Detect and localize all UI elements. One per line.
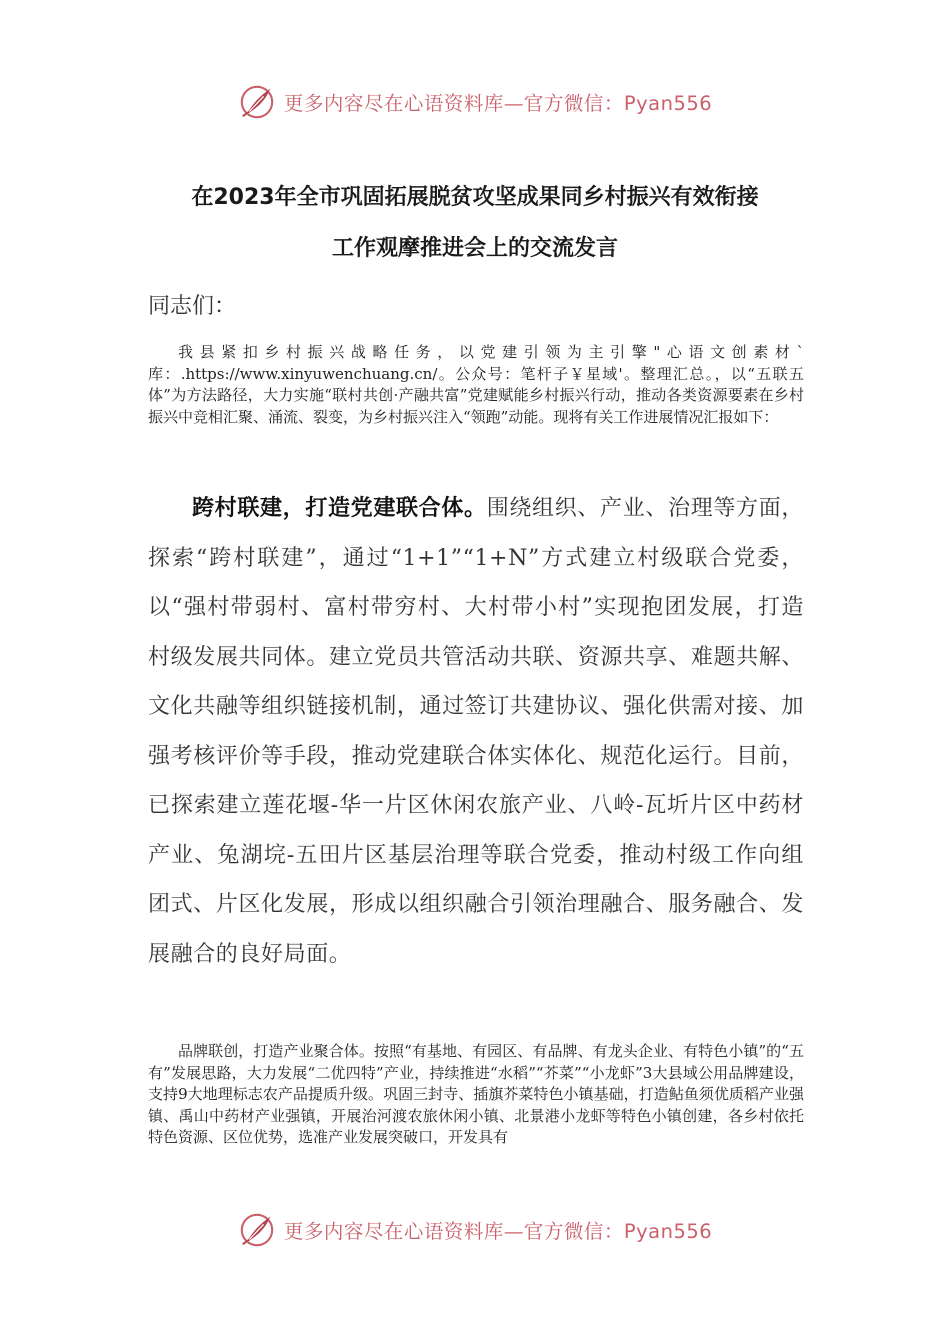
header-banner	[0, 80, 950, 124]
page-title-line-2: 工作观摩推进会上的交流发言	[331, 236, 618, 261]
quill-pen-logo-icon	[238, 1211, 276, 1249]
section-1-body: 围绕组织、产业、治理等方面，探索“跨村联建”，通过“1+1”“1+N”方式建立村级联合党委，以“强村带弱村、富村带穷村、大村带小村”实现抱团发展，打造村级发展共同体。建立党员共管活动共联、资源共享、难题共解、文化共融等组织链接机制，通过签订共建协议、强化供需对接、加强考核评价等手段，推动党建联合体实体化、规范化运行。目前，已探索建立莲花堰-华一片区休闲农旅产业、八岭-瓦圻片区中药材产业、兔湖垸-五田片区基层治理等联合党委，推动村级工作向组团式、片区化发展，形成以组织融合引领治理融合、服务融合、发展融合的良好局面。	[148, 496, 804, 967]
banner-text: 更多内容尽在心语资料库—官方微信：Pyan556	[283, 1220, 713, 1243]
quill-pen-logo-icon	[238, 83, 276, 121]
intro-paragraph: 我县紧扣乡村振兴战略任务，以党建引领为主引擎"心语文创素材`库：.https://www.xinyuwenchuang.cn/。公众号：笔杆子￥星域'。整理汇总。，以“五联五体”为方法路径，大力实施“联村共创·产融共富”党建赋能乡村振兴行动，推动各类资源要素在乡村振兴中竞相汇聚、涌流、裂变，为乡村振兴注入“领跑”动能。现将有关工作进展情况汇报如下：	[148, 343, 804, 426]
page-title-line-1: 在2023年全市巩固拓展脱贫攻坚成果同乡村振兴有效衔接	[191, 185, 759, 210]
wechat-id: Pyan556	[623, 92, 713, 115]
footer-banner	[0, 1208, 950, 1252]
banner-text: 更多内容尽在心语资料库—官方微信：Pyan556	[283, 92, 713, 115]
section-2-paragraph: 品牌联创，打造产业聚合体。按照“有基地、有园区、有品牌、有龙头企业、有特色小镇”的“五有”发展思路，大力发展“二优四特”产业，持续推进“水稻”“芥菜”“小龙虾”3大县域公用品牌建设，支持9大地理标志农产品提质升级。巩固三封寺、插旗芥菜特色小镇基础，打造鲇鱼须优质稻产业强镇、禹山中药材产业强镇，开展治河渡农旅休闲小镇、北景港小龙虾等特色小镇创建，各乡村依托特色资源、区位优势，选准产业发展突破口，开发具有	[148, 1042, 804, 1146]
salutation: 同志们：	[148, 294, 237, 319]
section-1-heading: 跨村联建，打造党建联合体。	[192, 495, 487, 521]
section-1-paragraph	[148, 484, 804, 979]
wechat-id: Pyan556	[623, 1220, 713, 1243]
